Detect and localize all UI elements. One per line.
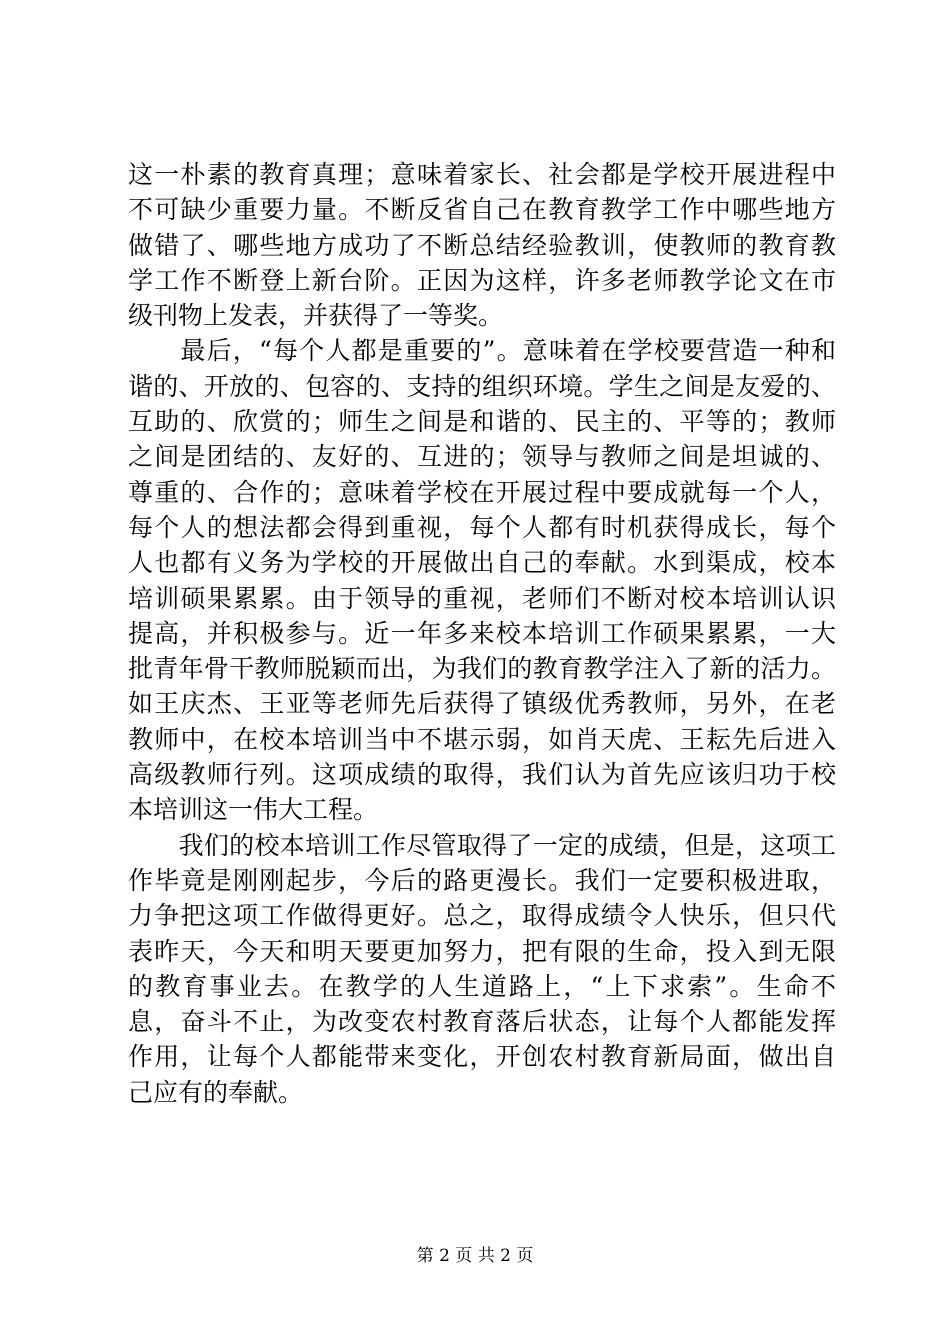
text-line: 力争把这项工作做得更好。总之，取得成绩令人快乐，但只代	[128, 901, 836, 931]
text-line: 提高，并积极参与。近一年多来校本培训工作硕果累累，一大	[128, 618, 836, 648]
text-line: 最后，“每个人都是重要的”。意味着在学校要营造一种和	[128, 336, 836, 366]
text-line: 作用，让每个人都能带来变化，开创农村教育新局面，做出自	[128, 1042, 836, 1072]
text-line: 互助的、欣赏的；师生之间是和谐的、民主的、平等的；教师	[128, 407, 836, 437]
text-line: 不可缺少重要力量。不断反省自己在教育教学工作中哪些地方	[128, 195, 836, 225]
text-line: 作毕竟是刚刚起步，今后的路更漫长。我们一定要积极进取，	[128, 865, 836, 895]
text-line: 这一朴素的教育真理；意味着家长、社会都是学校开展进程中	[128, 160, 836, 189]
text-line: 人也都有义务为学校的开展做出自己的奉献。水到渠成，校本	[128, 548, 836, 578]
text-line: 每个人的想法都会得到重视，每个人都有时机获得成长，每个	[128, 512, 836, 542]
page-footer: 第 2 页 共 2 页	[416, 1246, 534, 1266]
document-body	[128, 157, 836, 1110]
text-line: 级刊物上发表，并获得了一等奖。	[128, 301, 504, 331]
text-line: 表昨天，今天和明天要更加努力，把有限的生命，投入到无限	[128, 936, 836, 966]
text-line: 己应有的奉献。	[128, 1077, 304, 1107]
text-line: 教师中，在校本培训当中不堪示弱，如肖天虎、王耘先后进入	[128, 724, 836, 754]
text-line: 息，奋斗不止，为改变农村教育落后状态，让每个人都能发挥	[128, 1007, 836, 1037]
text-line: 如王庆杰、王亚等老师先后获得了镇级优秀教师，另外，在老	[128, 689, 836, 719]
text-line: 培训硕果累累。由于领导的重视，老师们不断对校本培训认识	[128, 583, 836, 613]
text-line: 做错了、哪些地方成功了不断总结经验教训，使教师的教育教	[128, 230, 836, 260]
text-line: 的教育事业去。在教学的人生道路上，“上下求索”。生命不	[128, 971, 836, 1001]
text-line: 批青年骨干教师脱颖而出，为我们的教育教学注入了新的活力。	[128, 654, 836, 684]
text-line: 谐的、开放的、包容的、支持的组织环境。学生之间是友爱的、	[128, 371, 836, 401]
text-line: 之间是团结的、友好的、互进的；领导与教师之间是坦诚的、	[128, 442, 836, 472]
text-line: 我们的校本培训工作尽管取得了一定的成绩，但是，这项工	[128, 830, 836, 860]
text-line: 高级教师行列。这项成绩的取得，我们认为首先应该归功于校	[128, 760, 836, 790]
text-line: 本培训这一伟大工程。	[128, 795, 379, 825]
text-line: 学工作不断登上新台阶。正因为这样，许多老师教学论文在市	[128, 265, 836, 295]
text-line: 尊重的、合作的；意味着学校在开展过程中要成就每一个人，	[128, 477, 836, 507]
